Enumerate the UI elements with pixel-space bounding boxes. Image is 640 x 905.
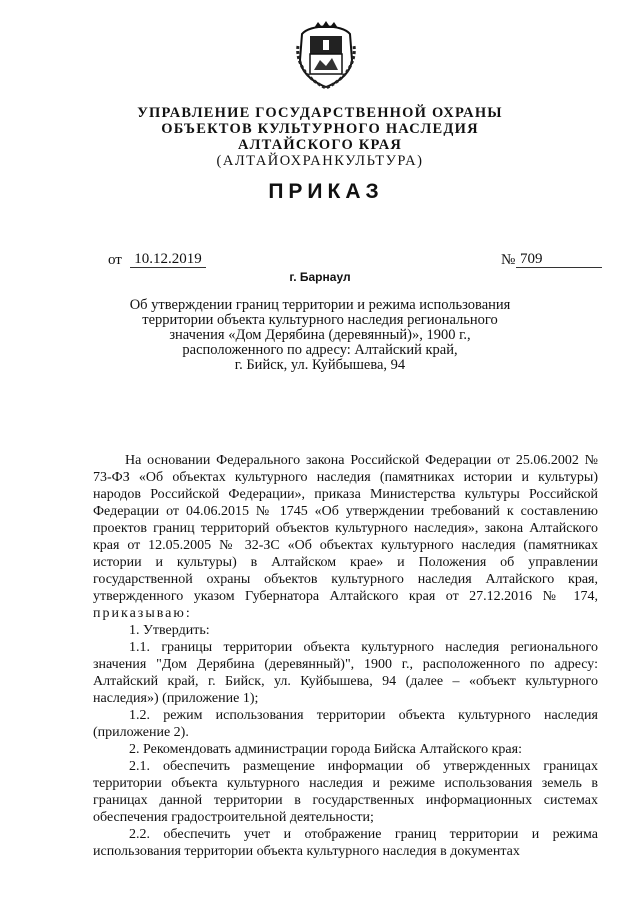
preamble-text: На основании Федерального закона Российской Федерации от 25.06.2002 № 73-ФЗ «Об объектах культурного наследия (памятниках истории и культуры) народов Российской Федерации», приказа Министерства культуры Российской Федерации от 04.06.2015 № 1745 «Об утверждении требований к составлению проектов границ территорий объектов культурного наследия», закона Алтайского края от 12.05.2005 № 32-ЗС «Об объектах культурного наследия (памятниках истории и культуры) в Алтайском крае» и Положения об управлении государственной охраны объектов культурного наследия Алтайского края, утвержденного указом Губернатора Алтайского края от 27.12.2016 № 174, [93,453,598,604]
order-item: 1.2. режим использования территории объекта культурного наследия (приложение 2). [93,708,598,740]
order-item: 2. Рекомендовать администрации города Бийска Алтайского края: [129,742,522,757]
title-line: г. Бийск, ул. Куйбышева, 94 [234,357,406,373]
date-value: 10.12.2019 [130,252,206,268]
preamble-paragraph [93,452,598,622]
order-item: 2.2. обеспечить учет и отображение границ территории и режима использования территории объекта культурного наследия в документах [93,827,598,859]
header-line: УПРАВЛЕНИЕ ГОСУДАРСТВЕННОЙ ОХРАНЫ [137,105,503,121]
coat-of-arms-emblem [294,20,358,90]
title-line: значения «Дом Дерябина (деревянный)», 1900 г., [169,327,471,343]
number-label: № [501,252,516,268]
number-value: 709 [516,252,602,268]
order-word: приказываю: [93,606,192,621]
date-label: от [108,252,122,268]
header-line: АЛТАЙСКОГО КРАЯ [237,137,403,153]
city: г. Барнаул [289,270,351,284]
authority-header [0,105,640,169]
order-item: 1. Утвердить: [129,623,210,638]
authority-short-name: (АЛТАЙОХРАНКУЛЬТУРА) [216,153,424,169]
title-line: Об утверждении границ территории и режима использования [129,297,511,313]
document-body [93,452,598,860]
title-line: территории объекта культурного наследия регионального [142,312,498,328]
document-title [120,298,520,373]
document-type: ПРИКАЗ [268,180,384,203]
order-item: 2.1. обеспечить размещение информации об утвержденных границах территории объекта культурного наследия и режиме использования земель в границах данной территории в государственных информационных системах обеспечения градостроительной деятельности; [93,759,598,825]
order-item: 1.1. границы территории объекта культурного наследия регионального значения "Дом Дерябина (деревянный)", 1900 г., расположенного по адресу: Алтайский край, г. Бийск, ул. Куйбышева, 94 (далее – «объект культурного наследия») (приложение 1); [93,640,598,706]
header-line: ОБЪЕКТОВ КУЛЬТУРНОГО НАСЛЕДИЯ [161,121,479,137]
title-line: расположенного по адресу: Алтайский край, [182,342,458,358]
